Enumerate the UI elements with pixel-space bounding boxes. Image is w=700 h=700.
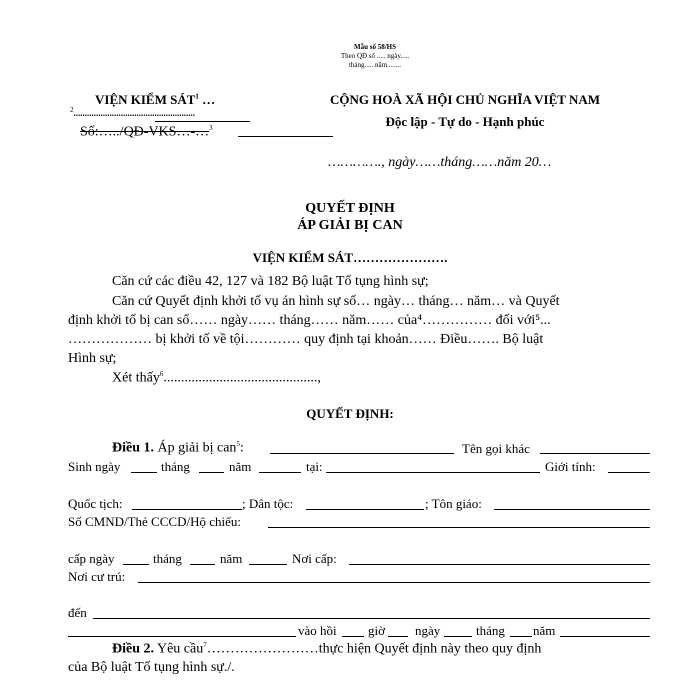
other-name-label: Tên gọi khác [462,441,530,456]
footnote-6: 6 [159,370,164,378]
article-2 [112,641,541,658]
destination-field-continued[interactable] [68,636,296,637]
agency-footnote-3: 3 [209,124,213,132]
form-note-code: Mẫu số 58/HS [353,43,396,51]
id-card-field[interactable] [268,527,650,528]
agency-underline [155,121,250,122]
document-number [80,124,213,141]
basis-line-3: ……………… bị khởi tố về tội………… quy định tại khoản…… Điều……. Bộ luật [68,332,544,347]
national-title: CỘNG HOÀ XÃ HỘI CHỦ NGHĨA VIỆT NAM [329,92,601,107]
destination-label: đến [68,605,87,620]
hour-label: giờ [368,623,385,638]
issue-place-field[interactable] [349,564,650,565]
religion-field[interactable] [494,509,650,510]
agency-name-suffix: … [198,92,216,107]
article-2-text: Yêu cầu [154,641,204,657]
residence-field[interactable] [138,582,650,583]
day-label: ngày [415,623,441,638]
considering-line [112,370,321,387]
date-line: …………., ngày……tháng……năm 20… [328,155,552,170]
ethnicity-label: ; Dân tộc: [242,496,294,511]
time-label: vào hồi [298,623,337,638]
issue-month-field[interactable] [190,564,215,565]
minute-field[interactable] [388,636,408,637]
agency-dots: ...................................................... [73,108,195,118]
agency-footnote-1: 1 [195,92,199,101]
agency-sub-dots [70,106,195,118]
basis-procedure-code: Căn cứ các điều 42, 127 và 182 Bộ luật Tố tụng hình sự; [112,274,429,289]
issue-month-label: tháng [153,551,182,566]
accused-name-field[interactable] [270,453,454,454]
article-1 [112,440,244,457]
dob-day-field[interactable] [131,472,157,473]
decision-issuer [0,250,700,266]
birthplace-label: tại: [306,459,323,474]
article-1-label: Điều 1. [112,440,154,456]
decision-subtitle: ÁP GIẢI BỊ CAN [297,218,403,233]
year-field[interactable] [560,636,650,637]
gender-field[interactable] [608,472,650,473]
month-field[interactable] [510,636,532,637]
gender-label: Giới tính: [545,459,596,474]
issue-year-label: năm [220,551,243,566]
year-label: năm [533,623,556,638]
issue-year-field[interactable] [249,564,287,565]
article-1-text: Áp giải bị can [154,440,237,456]
document-number-line [238,136,333,137]
article-2-rest: ……………………thực hiện Quyết định này theo quy định [206,641,542,657]
national-motto: Độc lập - Tự do - Hạnh phúc [385,114,545,129]
considering-dots: ............................................, [163,370,321,386]
birthplace-field[interactable] [326,472,540,473]
dob-month-label: tháng [161,459,190,474]
hour-field[interactable] [342,636,364,637]
dob-year-field[interactable] [259,472,301,473]
ethnicity-field[interactable] [306,509,424,510]
form-note-date: tháng..... năm........ [348,61,402,69]
month-label: tháng [476,623,505,638]
nationality-field[interactable] [132,509,242,510]
agency-footnote-2: 2 [70,106,74,114]
residence-label: Nơi cư trú: [68,569,126,584]
article-1-colon: : [239,440,244,456]
document-number-text: Số:…../QĐ-VKS…-… [80,124,210,140]
issue-place-label: Nơi cấp: [292,551,337,566]
article-2-label: Điều 2. [112,641,154,657]
basis-line-2: định khởi tố bị can số…… ngày…… tháng…… năm…… của⁴…………… đối với⁵... [68,313,551,328]
dob-month-field[interactable] [199,472,224,473]
basis-line-1: Căn cứ Quyết định khởi tố vụ án hình sự số… ngày… tháng… năm… và Quyết [112,294,560,309]
footnote-5: 5 [236,440,240,448]
dob-year-label: năm [229,459,252,474]
decision-title: QUYẾT ĐỊNH [305,201,395,216]
issue-day-field[interactable] [123,564,149,565]
issuer-text: VIỆN KIỂM SÁT…………………. [252,250,448,265]
day-field[interactable] [444,636,472,637]
decides-heading: QUYẾT ĐỊNH: [306,406,394,421]
id-card-label: Số CMND/Thẻ CCCD/Hộ chiếu: [68,514,241,529]
nationality-label: Quốc tịch: [68,496,123,511]
issue-date-label: cấp ngày [68,551,115,566]
dob-label: Sinh ngày [68,459,121,474]
other-name-field[interactable] [540,453,650,454]
basis-line-4: Hình sự; [68,351,117,366]
form-note [310,43,440,70]
footnote-7: 7 [203,641,207,649]
form-note-decision: Theo QĐ số ..... ngày..... [340,52,410,60]
destination-field[interactable] [93,618,650,619]
article-2-line-2: của Bộ luật Tố tụng hình sự./. [68,660,235,675]
agency-name-text: VIỆN KIỂM SÁT [95,92,196,107]
religion-label: ; Tôn giáo: [425,496,482,511]
considering-label: Xét thấy [112,370,160,386]
